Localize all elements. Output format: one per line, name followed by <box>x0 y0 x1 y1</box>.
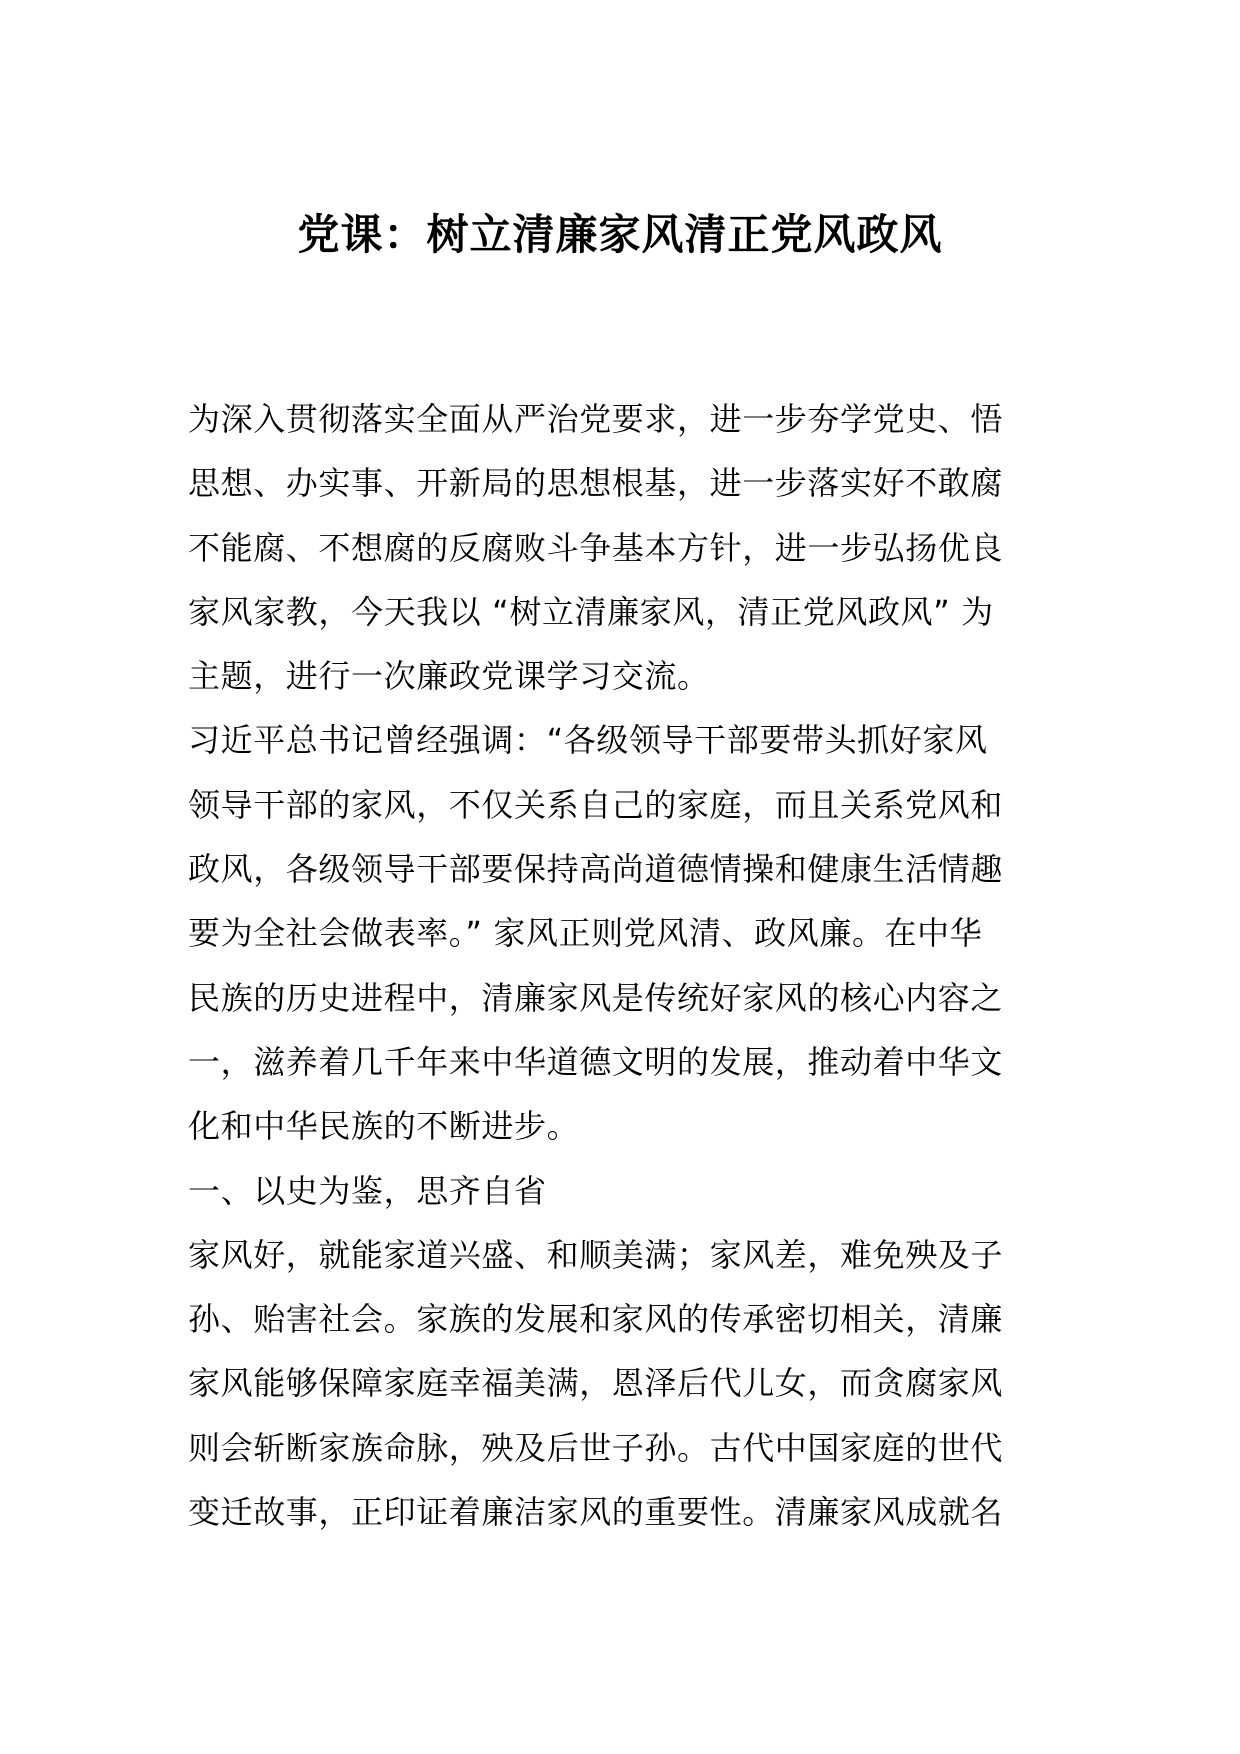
text-line: 则会斩断家族命脉，殃及后世子孙。古代中国家庭的世代 <box>188 1428 1004 1467</box>
text-line: 习近平总书记曾经强调：“各级领导干部要带头抓好家风 <box>188 721 988 760</box>
text-line: 家风能够保障家庭幸福美满，恩泽后代儿女，而贪腐家风 <box>188 1364 1004 1403</box>
text-line: 思想、办实事、开新局的思想根基，进一步落实好不敢腐 <box>188 464 1004 503</box>
text-line: 政风，各级领导干部要保持高尚道德情操和健康生活情趣 <box>188 850 1004 889</box>
text-line: 主题，进行一次廉政党课学习交流。 <box>188 657 710 696</box>
text-line: 不能腐、不想腐的反腐败斗争基本方针，进一步弘扬优良 <box>188 528 1004 567</box>
text-line: 变迁故事，正印证着廉洁家风的重要性。清廉家风成就名 <box>188 1493 1004 1532</box>
text-line: 家风家教，今天我以 “树立清廉家风，清正党风政风” 为 <box>188 592 994 631</box>
document-body <box>188 387 1068 1544</box>
text-line: 要为全社会做表率。” 家风正则党风清、政风廉。在中华 <box>188 914 983 953</box>
page-title: 党课：树立清廉家风清正党风政风 <box>297 210 943 259</box>
text-line: 为深入贯彻落实全面从严治党要求，进一步夯学党史、悟 <box>188 400 1004 438</box>
text-line: 领导干部的家风，不仅关系自己的家庭，而且关系党风和 <box>188 785 1004 824</box>
text-line: 家风好，就能家道兴盛、和顺美满；家风差，难免殃及子 <box>188 1235 1004 1274</box>
text-line: 民族的历史进程中，清廉家风是传统好家风的核心内容之 <box>188 978 1004 1017</box>
text-line: 化和中华民族的不断进步。 <box>188 1107 580 1146</box>
text-line: 孙、贻害社会。家族的发展和家风的传承密切相关，清廉 <box>188 1300 1004 1339</box>
text-line: 一，滋养着几千年来中华道德文明的发展，推动着中华文 <box>188 1042 1004 1081</box>
section-heading: 一、以史为鉴，思齐自省 <box>188 1171 547 1210</box>
